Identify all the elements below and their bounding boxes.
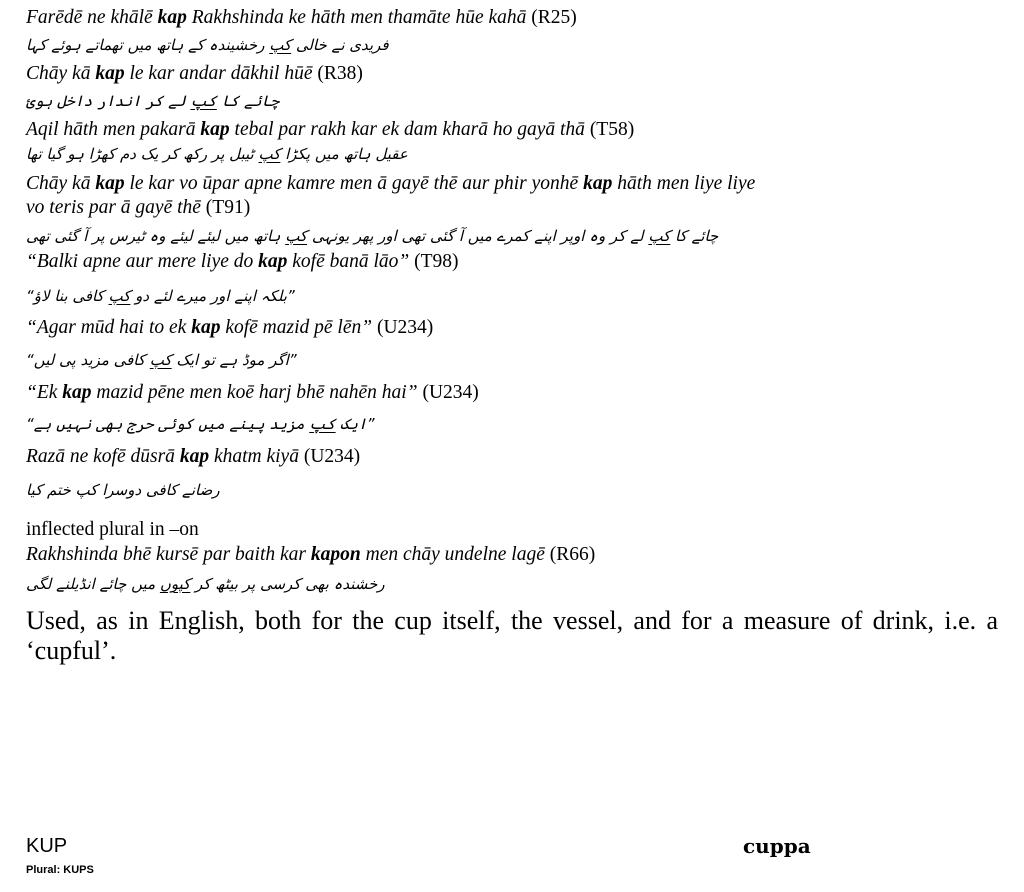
urdu-keyword: کپ	[108, 287, 131, 305]
reference: (U234)	[422, 382, 479, 403]
reference: (T98)	[414, 251, 459, 272]
urdu-line: ”اگر موڈ ہے تو ایک کپ کافی مزید پی لیں“	[26, 351, 297, 369]
translit-line: Rakhshinda bhē kursē par baith kar kapon men chāy undelne lagē (R66)	[26, 544, 596, 565]
keyword: kap	[179, 446, 210, 467]
reference: (U234)	[303, 446, 361, 467]
urdu-line: رضانے کافی دوسرا کپ ختم کیا	[26, 481, 220, 499]
keyword: kap	[258, 251, 288, 272]
urdu-line: چائے کا کپ لے کر اندار داخل ہوئ	[26, 92, 280, 110]
keyword: kap	[157, 7, 187, 28]
translit-line: Chāy kā kap le kar vo ūpar apne kamre men ā gayē thē aur phir yonhē kap hāth men liye liye	[26, 173, 756, 194]
urdu-line: ”ایک کپ مزید پینے میں کوئی حرج بھی نہیں ہے“	[26, 415, 375, 433]
usage-note: Used, as in English, both for the cup itself, the vessel, and for a measure of drink, i.e. a ‘cupful’.	[26, 606, 998, 665]
keyword: kap	[95, 173, 125, 194]
reference: (T58)	[589, 119, 635, 140]
urdu-line: چائے کا کپ لے کر وہ اوپر اپنے کمرے میں آ گئی تھی اور پھر یونہی کپ ہاتھ میں لیئے لیئے وہ ٹیرس پر آ گئی تھی	[26, 227, 719, 245]
keyword: kap	[62, 382, 92, 403]
urdu-keyword: کپ	[149, 351, 172, 369]
headword: KUP	[26, 835, 68, 857]
plural-label: Plural: KUPS	[26, 864, 94, 876]
reference: (R25)	[531, 7, 577, 28]
urdu-keyword: کپ	[190, 92, 217, 110]
urdu-keyword: کپ	[258, 145, 281, 163]
urdu-line: عقیل ہاتھ میں پکڑا کپ ٹیبل پر رکھ کر یک دم کھڑا ہو گیا تھا	[26, 145, 408, 163]
translit-line: “Balki apne aur mere liye do kap kofē banā lāo” (T98)	[26, 251, 459, 272]
keyword: kap	[583, 173, 613, 194]
urdu-line: رخشندہ بھی کرسی پر بیٹھ کر کپوں میں چائے انڈیلنے لگی	[26, 575, 385, 593]
reference: (T91)	[205, 197, 251, 218]
urdu-keyword: کپ	[285, 227, 308, 245]
translit-line: Farēdē ne khālē kap Rakhshinda ke hāth men thamāte hūe kahā (R25)	[26, 7, 577, 28]
urdu-line: فریدی نے خالی کپ رخشیندہ کے ہاتھ میں تھماتے ہوئے کہا	[26, 36, 389, 54]
urdu-keyword: کپوں	[159, 575, 191, 593]
translit-line: Razā ne kofē dūsrā kap khatm kiyā (U234)	[26, 446, 361, 467]
blackletter-word: cuppa	[743, 834, 811, 858]
keyword: kapon	[310, 544, 361, 565]
urdu-keyword: کپ	[269, 36, 292, 54]
translit-line: Aqil hāth men pakarā kap tebal par rakh kar ek dam kharā ho gayā thā (T58)	[26, 119, 635, 140]
translit-line: Chāy kā kap le kar andar dākhil hūē (R38)	[26, 63, 363, 84]
urdu-line: ”بلکہ اپنے اور میرے لئے دو کپ کافی بنا لاؤ“	[26, 287, 295, 305]
urdu-keyword: کپ	[648, 227, 671, 245]
urdu-keyword: کپ	[309, 415, 336, 433]
reference: (U234)	[376, 317, 434, 338]
translit-line: “Ek kap mazid pēne men koē harj bhē nahēn hai” (U234)	[26, 382, 479, 403]
inflected-label: inflected plural in –on	[26, 519, 199, 540]
translit-line: “Agar mūd hai to ek kap kofē mazid pē lēn” (U234)	[26, 317, 434, 338]
reference: (R66)	[549, 544, 596, 565]
keyword: kap	[200, 119, 230, 140]
reference: (R38)	[317, 63, 363, 84]
translit-line: vo teris par ā gayē thē (T91)	[26, 197, 251, 218]
keyword: kap	[95, 63, 125, 84]
keyword: kap	[191, 317, 221, 338]
